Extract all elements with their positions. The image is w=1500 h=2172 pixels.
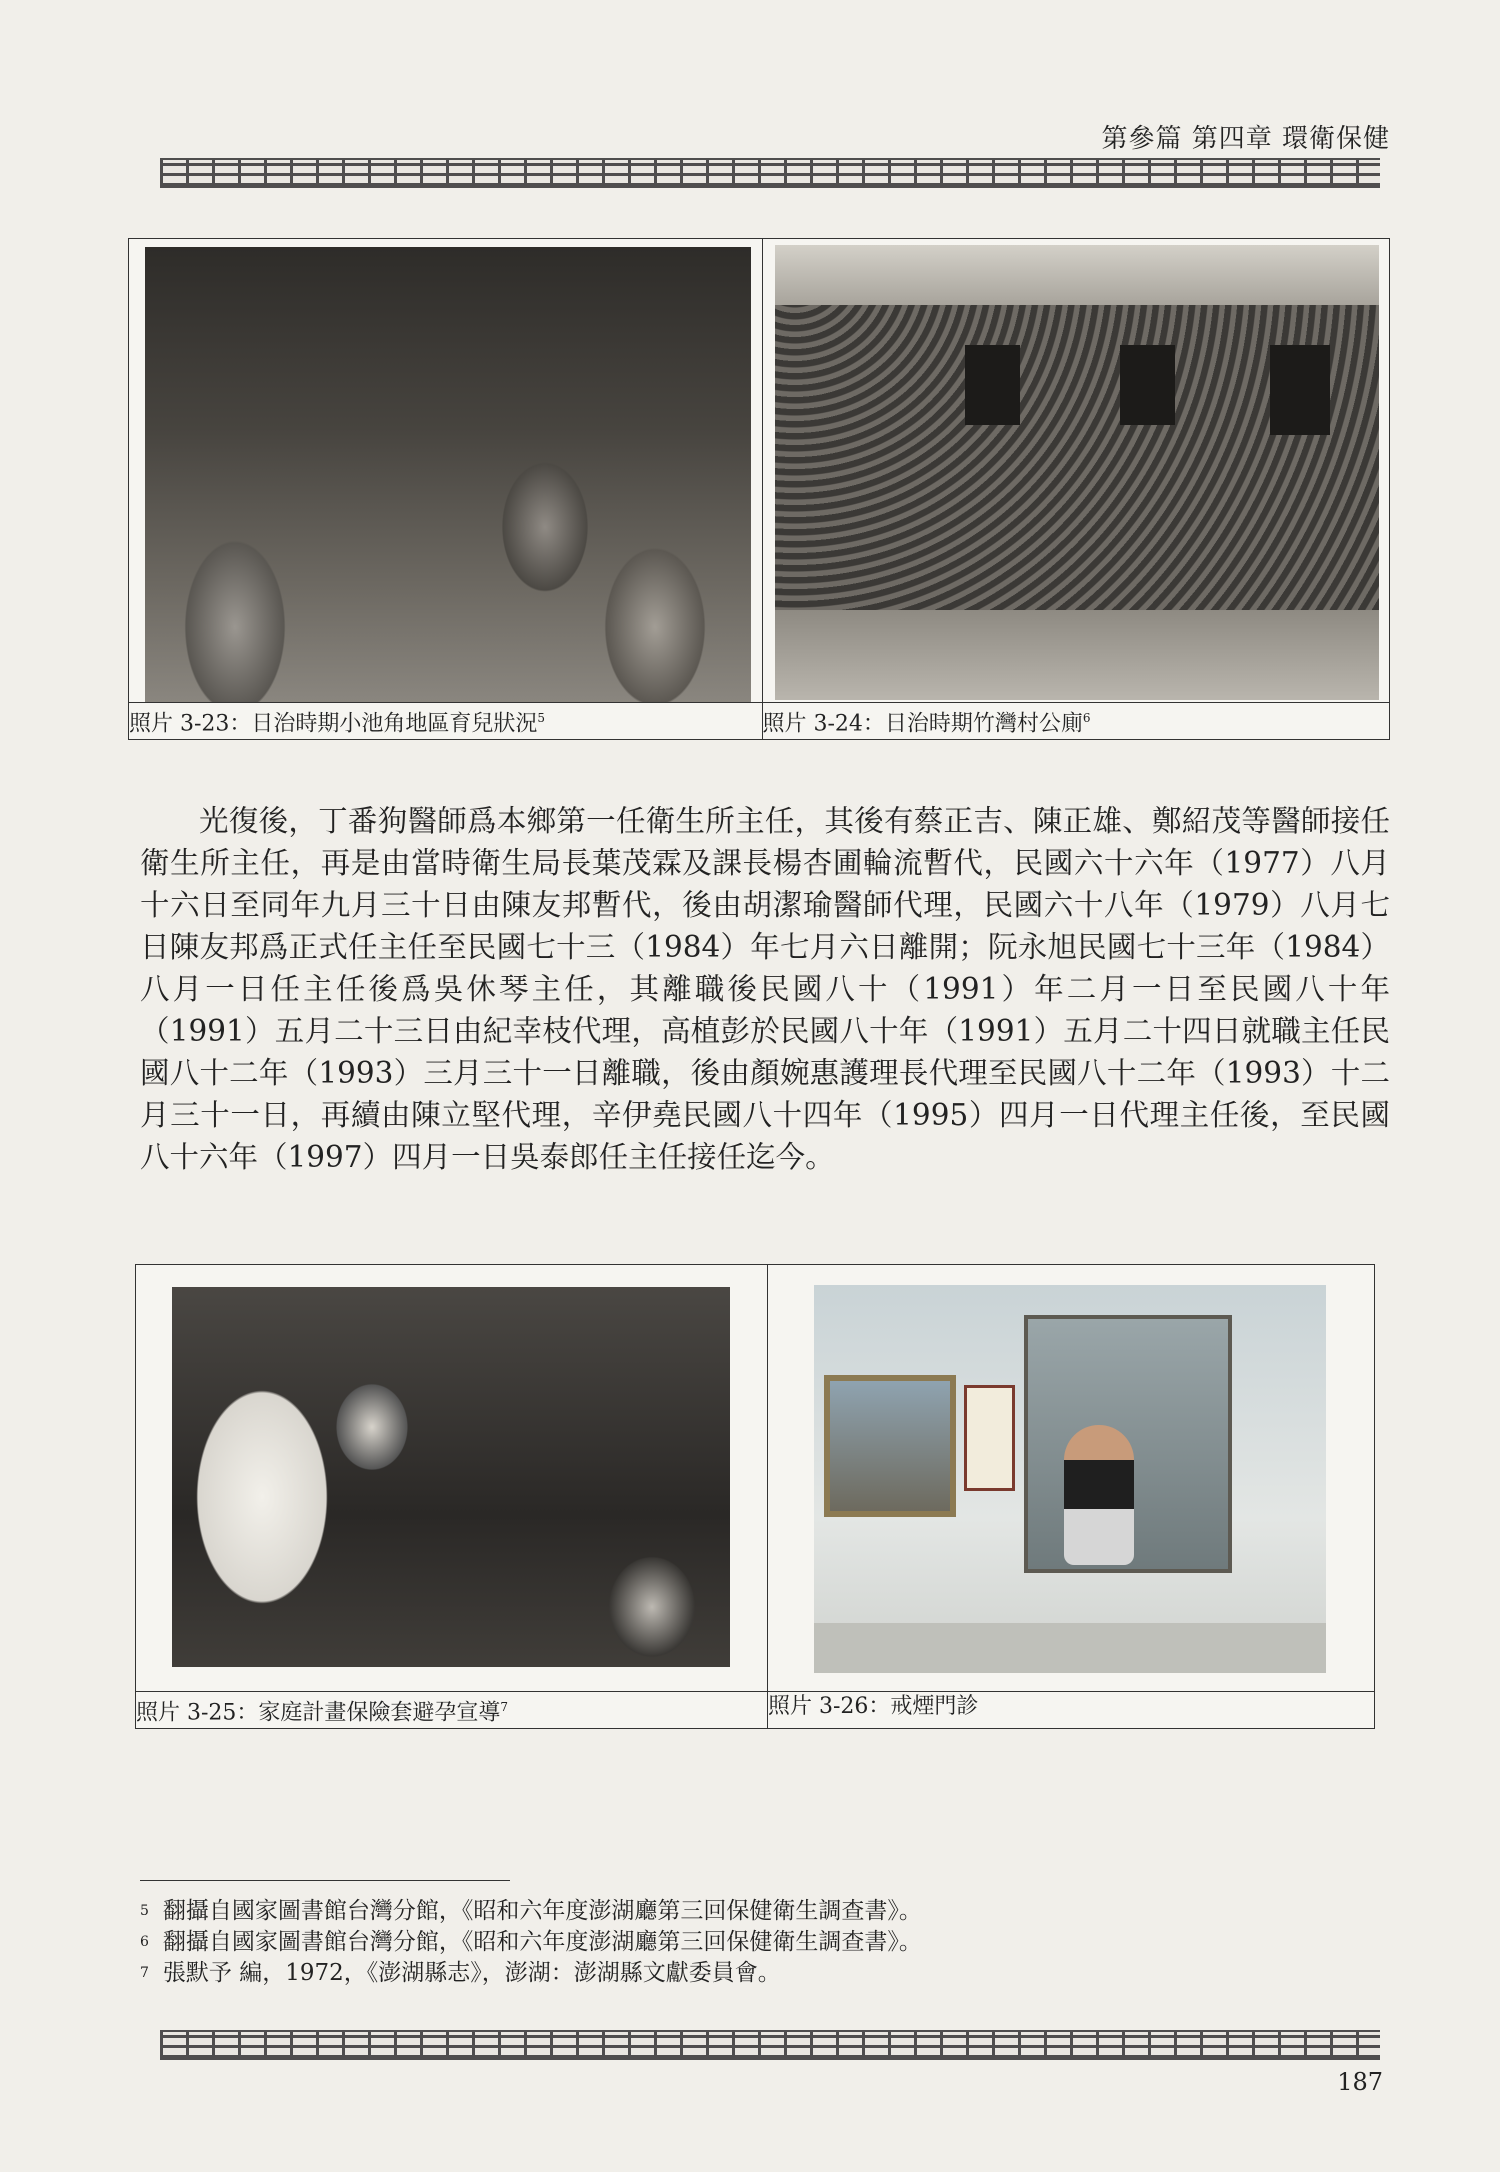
- body-paragraph: 光復後，丁番狗醫師爲本鄉第一任衛生所主任，其後有蔡正吉、陳正雄、鄭紹茂等醫師接任衛生所主任，再是由當時衛生局長葉茂霖及課長楊杏圃輪流暫代，民國六十六年（1977）八月十六日至同年九月三十日由陳友邦暫代，後由胡潔瑜醫師代理，民國六十八年（1979）八月七日陳友邦爲正式任主任至民國七十三（1984）年七月六日離開；阮永旭民國七十三年（1984）八月一日任主任後爲吳休琴主任，其離職後民國八十（1991）年二月一日至民國八十年（1991）五月二十三日由紀幸枝代理，高植彭於民國八十年（1991）五月二十四日就職主任民國八十二年（1993）三月三十一日離職，後由顏婉惠護理長代理至民國八十二年（1993）十二月三十一日，再續由陳立堅代理，辛伊堯民國八十四年（1995）四月一日代理主任後，至民國八十六年（1997）四月一日吳泰郎任主任接任迄今。: [140, 804, 1390, 1174]
- footnotes: [140, 1896, 922, 1989]
- photo-window: [1120, 345, 1175, 425]
- caption-3-23: 照片 3-23：日治時期小池角地區育兒狀況$^5$: [129, 703, 763, 740]
- body-text: [140, 800, 1390, 1178]
- photo-ground: [775, 610, 1379, 700]
- footnote-rule: [140, 1880, 510, 1881]
- caption-3-25: 照片 3-25：家庭計畫保險套避孕宣導$^7$: [136, 1692, 768, 1729]
- running-header: 第參篇 第四章 環衛保健: [1101, 124, 1390, 154]
- footnote-ref: 5: [537, 711, 546, 725]
- photo-cell-3-25: [136, 1265, 768, 1692]
- top-border-ornament: [160, 158, 1380, 188]
- caption-3-24: 照片 3-24：日治時期竹灣村公廁$^6$: [762, 703, 1390, 740]
- photo-table-bottom: [135, 1264, 1375, 1729]
- footnote-ref: 6: [1082, 711, 1091, 725]
- bottom-border-ornament: [160, 2030, 1380, 2060]
- photo-cell-3-26: [768, 1265, 1375, 1692]
- photo-floor: [814, 1623, 1326, 1673]
- footnote: $^6$ 翻攝自國家圖書館台灣分館，《昭和六年度澎湖廳第三回保健衛生調查書》。: [140, 1929, 922, 1955]
- photo-sky: [775, 245, 1379, 305]
- page-number: 187: [1337, 2068, 1383, 2096]
- photo-3-26: [814, 1285, 1326, 1673]
- footnote: $^5$ 翻攝自國家圖書館台灣分館，《昭和六年度澎湖廳第三回保健衛生調查書》。: [140, 1898, 922, 1924]
- photo-scroll: [964, 1385, 1015, 1491]
- photo-person: [1064, 1425, 1134, 1565]
- photo-painting: [824, 1375, 956, 1517]
- photo-window: [1270, 345, 1330, 435]
- photo-3-23: [145, 247, 751, 702]
- footnote: $^7$ 張默予 編，1972，《澎湖縣志》，澎湖：澎湖縣文獻委員會。: [140, 1960, 781, 1986]
- photo-table-top: [128, 238, 1390, 740]
- photo-cell-3-23: [129, 239, 763, 703]
- photo-window: [965, 345, 1020, 425]
- photo-3-25: [172, 1287, 730, 1667]
- caption-3-26: 照片 3-26：戒煙門診: [768, 1692, 1375, 1729]
- photo-3-24: [775, 245, 1379, 700]
- photo-cell-3-24: [762, 239, 1390, 703]
- footnote-ref: 7: [500, 1700, 509, 1714]
